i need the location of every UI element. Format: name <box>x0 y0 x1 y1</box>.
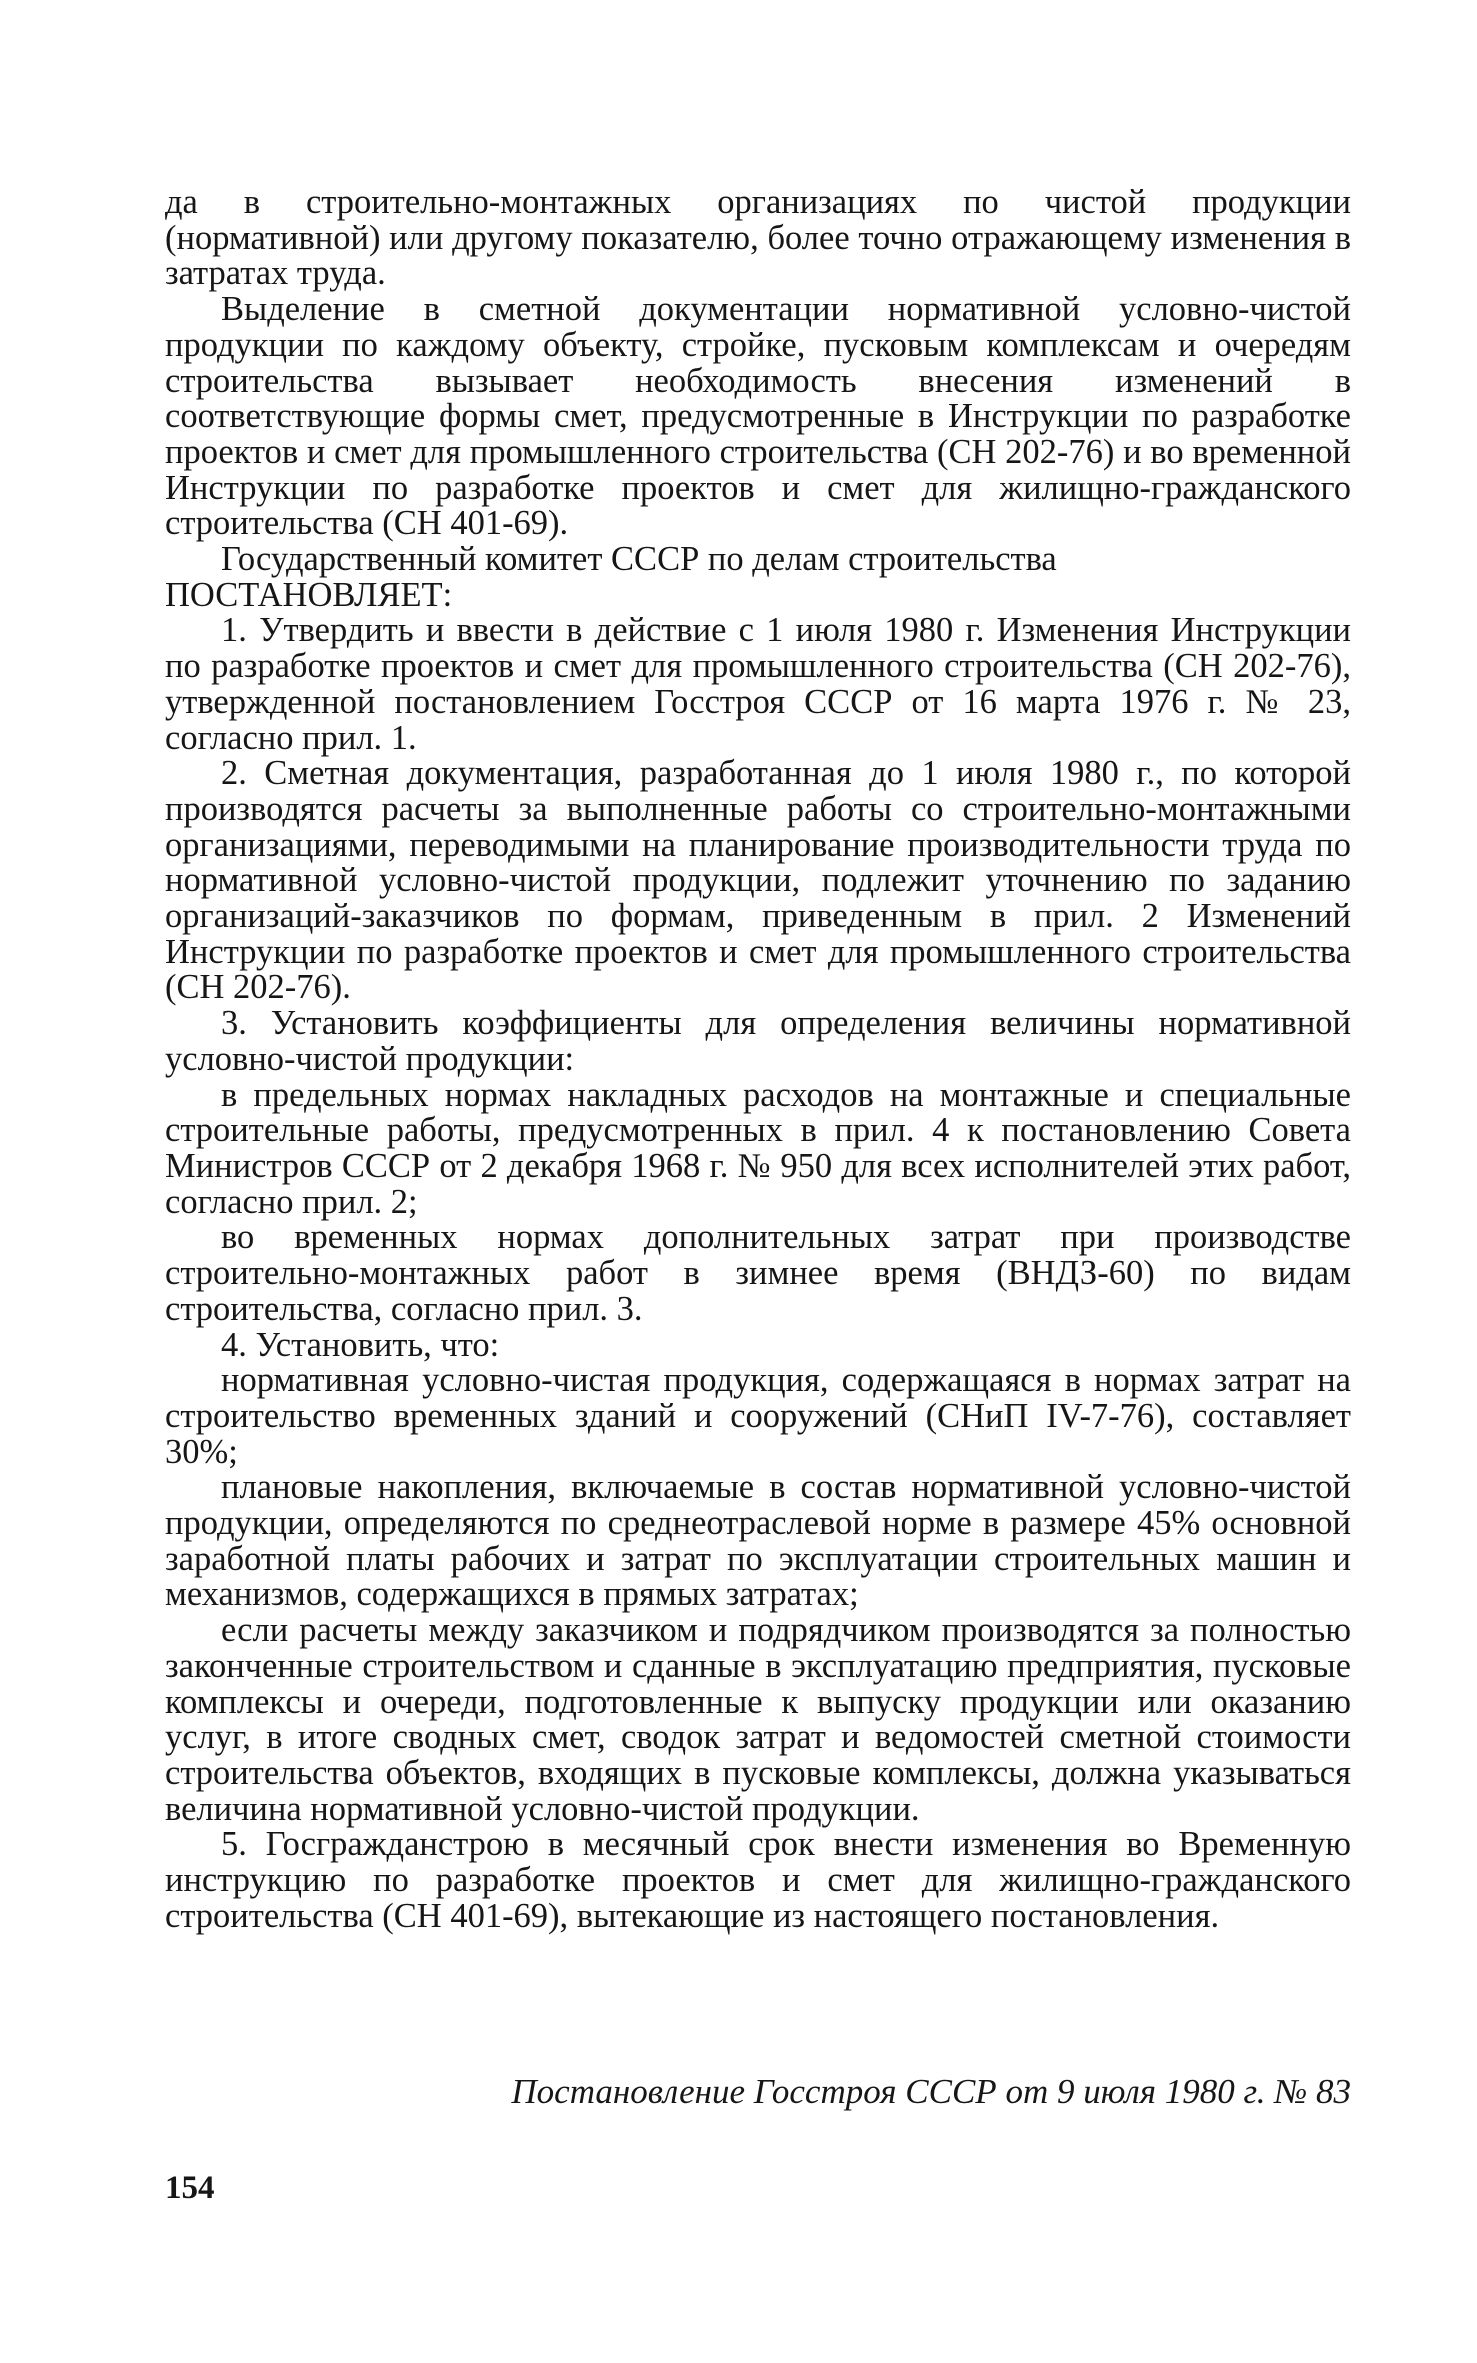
paragraph-item-4: 4. Установить, что: <box>221 1325 500 1364</box>
paragraph-item-4-planned-savings: плановые накопления, включаемые в состав нормативной условно-чистой продукции, определяются по среднеотраслевой норме в размере 45% основной заработной платы рабочих и затрат по эксплуатации строительных машин и механизмов, содержащихся в прямых затратах; <box>165 1468 1351 1614</box>
document-body <box>165 185 1351 1934</box>
paragraph-item-4-temporary-buildings: нормативная условно-чистая продукция, содержащаяся в нормах затрат на строительство временных зданий и сооружений (СНиП IV-7-76), составляет 30%; <box>165 1361 1351 1471</box>
paragraph-item-3-winter: во временных нормах дополнительных затрат при производстве строительно-монтажных работ в зимнее время (ВНДЗ-60) по видам строительства, согласно прил. 3. <box>165 1218 1351 1328</box>
paragraph-resolves-heading: ПОСТАНОВЛЯЕТ: <box>165 575 453 614</box>
paragraph-item-2: 2. Сметная документация, разработанная до 1 июля 1980 г., по которой производятся расчеты за выполненные работы со строительно-монтажными организациями, переводимыми на планирование производительности труда по нормативной условно-чистой продукции, подлежит уточнению по заданию организаций-заказчиков по формам, приведенным в прил. 2 Изменений Инструкции по разработке проектов и смет для промышленного строительства (СН 202-76). <box>165 754 1351 1007</box>
paragraph-committee: Государственный комитет СССР по делам строительства <box>221 540 1057 579</box>
paragraph-item-3-overhead: в предельных нормах накладных расходов на монтажные и специальные строительные работы, предусмотренных в прил. 4 к постановлению Совета Министров СССР от 2 декабря 1968 г. № 950 для всех исполнителей этих работ, согласно прил. 2; <box>165 1075 1351 1221</box>
resolution-signature: Постановление Госстроя СССР от 9 июля 1980 г. № 83 <box>511 2072 1351 2111</box>
paragraph-estimate-changes: Выделение в сметной документации нормативной условно-чистой продукции по каждому объекту, стройке, пусковым комплексам и очередям строительства вызывает необходимость внесения изменений в соответствующие формы смет, предусмотренные в Инструкции по разработке проектов и смет для промышленного строительства (СН 202-76) и во временной Инструкции по разработке проектов и смет для жилищно-гражданского строительства (СН 401-69). <box>165 290 1351 543</box>
page-number: 154 <box>165 2170 215 2206</box>
paragraph-item-3: 3. Установить коэффициенты для определения величины нормативной условно-чистой продукции: <box>165 1004 1351 1078</box>
paragraph-item-1: 1. Утвердить и ввести в действие с 1 июля 1980 г. Изменения Инструкции по разработке проектов и смет для промышленного строительства (СН 202-76), утвержденной постановлением Госстроя СССР от 16 марта 1976 г. № 23, согласно прил. 1. <box>165 611 1351 757</box>
paragraph-item-5: 5. Госгражданстрою в месячный срок внести изменения во Временную инструкцию по разработке проектов и смет для жилищно-гражданского строительства (СН 401-69), вытекающие из настоящего постановления. <box>165 1825 1351 1935</box>
paragraph-item-4-settlements: если расчеты между заказчиком и подрядчиком производятся за полностью законченные строительством и сданные в эксплуатацию предприятия, пусковые комплексы и очереди, подготовленные к выпуску продукции или оказанию услуг, в итоге сводных смет, сводок затрат и ведомостей сметной стоимости строительства объектов, входящих в пусковые комплексы, должна указываться величина нормативной условно-чистой продукции. <box>165 1611 1351 1828</box>
paragraph-intro-continuation: да в строительно-монтажных организациях по чистой продукции (нормативной) или другому показателю, более точно отражающему изменения в затратах труда. <box>165 183 1351 293</box>
